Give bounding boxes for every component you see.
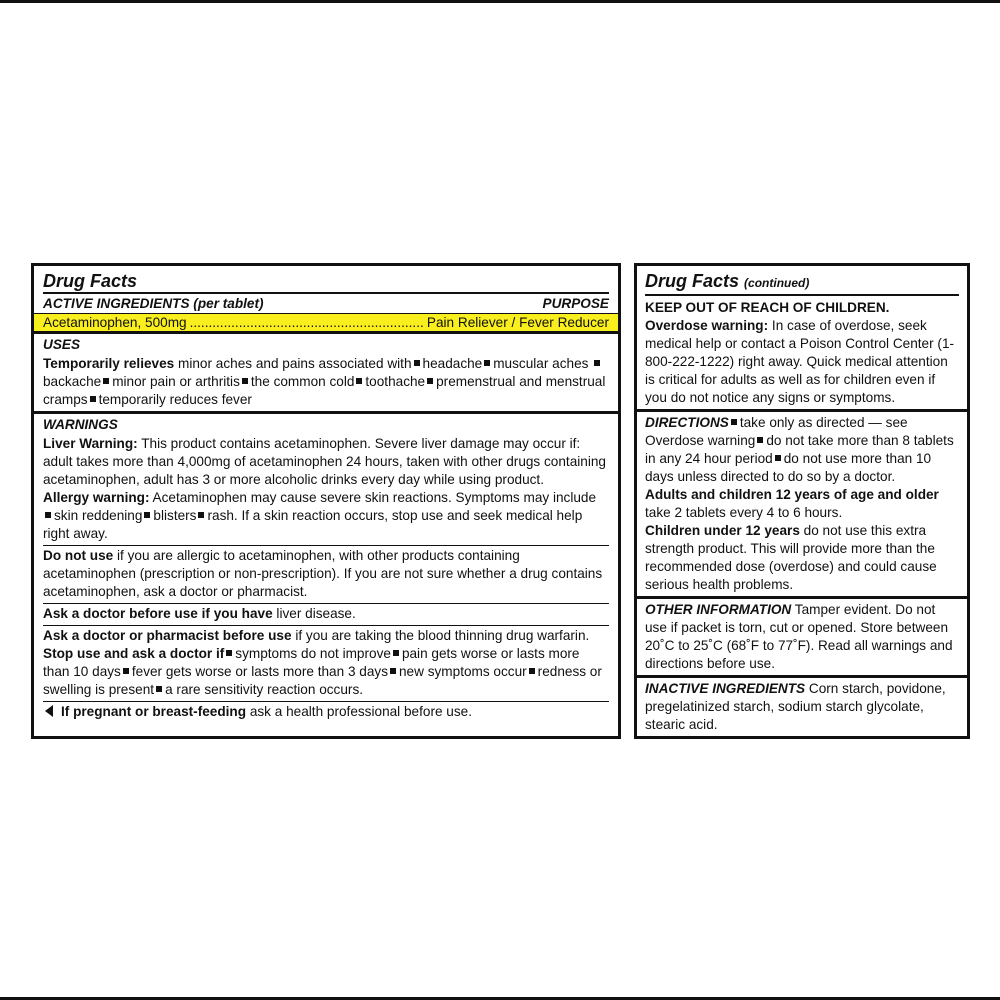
purpose-heading: PURPOSE bbox=[542, 296, 609, 311]
bullet-icon bbox=[757, 437, 763, 443]
allergy-warning-label: Allergy warning: bbox=[43, 490, 150, 505]
stop-item: symptoms do not improve bbox=[235, 646, 391, 661]
inactive-ingredients-heading: INACTIVE INGREDIENTS bbox=[645, 681, 806, 696]
arrow-left-icon bbox=[45, 705, 53, 717]
bullet-icon bbox=[123, 668, 129, 674]
stop-item: redness or swelling is present bbox=[43, 664, 602, 697]
bullet-icon bbox=[144, 512, 150, 518]
bullet-icon bbox=[414, 360, 420, 366]
continued-label: (continued) bbox=[744, 276, 810, 290]
bullet-icon bbox=[198, 512, 204, 518]
use-item: the common cold bbox=[250, 374, 355, 389]
adults-text: take 2 tablets every 4 to 6 hours. bbox=[645, 505, 843, 520]
children-text: do not use this extra strength product. This will provide more than the recommended dose (overdose) and could cause serious health problems. bbox=[645, 523, 937, 592]
adults-heading: Adults and children 12 years of age and older bbox=[645, 487, 939, 502]
bullet-icon bbox=[242, 378, 248, 384]
pregnancy-text: ask a health professional before use. bbox=[246, 704, 472, 719]
dot-leader bbox=[190, 314, 424, 331]
bullet-icon bbox=[529, 668, 535, 674]
pregnancy-warning bbox=[43, 702, 609, 723]
uses-lead: Temporarily relieves bbox=[43, 356, 175, 371]
stop-item: a rare sensitivity reaction occurs. bbox=[165, 682, 364, 697]
drug-facts-continued-panel bbox=[634, 263, 970, 739]
keep-out-heading: KEEP OUT OF REACH OF CHILDREN. bbox=[645, 300, 890, 315]
stop-item: pain gets worse or lasts more than 10 days bbox=[43, 646, 580, 679]
do-not-use bbox=[43, 546, 609, 603]
ask-doctor-label: Ask a doctor before use if you have bbox=[43, 606, 273, 621]
direction-item: do not take more than 8 tablets in any 24 hour period bbox=[645, 433, 954, 466]
bullet-icon bbox=[156, 686, 162, 692]
bullet-icon bbox=[45, 512, 51, 518]
panel-title: Drug Facts bbox=[43, 271, 138, 291]
bullet-icon bbox=[390, 668, 396, 674]
use-item: toothache bbox=[365, 374, 426, 389]
bullet-icon bbox=[393, 650, 399, 656]
use-item: premenstrual and menstrual cramps bbox=[43, 374, 606, 407]
ask-pharmacist-text: if you are taking the blood thinning drug warfarin. bbox=[291, 628, 590, 643]
liver-warning-text: This product contains acetaminophen. Severe liver damage may occur if: adult takes more than 4,000mg of acetaminophen 24 hours, taken with other drugs containing acetaminophen, adult has 3 or more alcoholic drinks every day while using product. bbox=[43, 436, 606, 487]
liver-warning bbox=[43, 434, 609, 489]
bullet-icon bbox=[90, 396, 96, 402]
use-item: minor pain or arthritis bbox=[112, 374, 240, 389]
bullet-icon bbox=[226, 650, 232, 656]
allergy-item: skin reddening bbox=[54, 508, 143, 523]
ask-doctor-text: liver disease. bbox=[272, 606, 356, 621]
active-ingredients-heading: ACTIVE INGREDIENTS (per tablet) bbox=[43, 296, 264, 311]
ask-doctor bbox=[43, 604, 609, 625]
inactive-ingredients-section bbox=[645, 678, 959, 736]
bullet-icon bbox=[427, 378, 433, 384]
top-border bbox=[0, 0, 1000, 3]
do-not-use-text: if you are allergic to acetaminophen, with other products containing acetaminophen (prescription or non-prescription). If you are not sure whether a drug contains acetaminophen, ask a doctor or pharmacist. bbox=[43, 548, 603, 599]
directions-section bbox=[645, 412, 959, 596]
uses-intro: minor aches and pains associated with bbox=[174, 356, 412, 371]
uses-text bbox=[43, 354, 609, 411]
stop-item: fever gets worse or lasts more than 3 days bbox=[131, 664, 388, 679]
use-item: backache bbox=[43, 374, 102, 389]
allergy-warning-text: Acetaminophen may cause severe skin reactions. Symptoms may include bbox=[149, 490, 597, 505]
stop-item: new symptoms occur bbox=[399, 664, 527, 679]
uses-heading: USES bbox=[43, 337, 81, 352]
bullet-icon bbox=[103, 378, 109, 384]
other-information-heading: OTHER INFORMATION bbox=[645, 602, 792, 617]
other-information-section bbox=[645, 599, 959, 675]
do-not-use-label: Do not use bbox=[43, 548, 114, 563]
other-information-text: Tamper evident. Do not use if packet is torn, cut or opened. Store between 20˚C to 25˚C (68˚F to 77˚F). Read all warnings and directions before use. bbox=[645, 602, 953, 671]
panel-title bbox=[645, 266, 959, 294]
direction-item: take only as directed — see Overdose warning bbox=[645, 415, 908, 448]
use-item: headache bbox=[422, 356, 483, 371]
bullet-icon bbox=[775, 455, 781, 461]
overdose-text: In case of overdose, seek medical help or contact a Poison Control Center (1-800-222-1222) right away. Quick medical attention is critical for adults as well as for children even if you do not notice any signs or symptoms. bbox=[645, 318, 955, 405]
drug-facts-panel bbox=[31, 263, 621, 739]
direction-item: do not use more than 10 days unless directed to do so by a doctor. bbox=[645, 451, 932, 484]
allergy-warning bbox=[43, 489, 609, 545]
pregnancy-label: If pregnant or breast-feeding bbox=[61, 704, 247, 719]
ingredient-name: Acetaminophen, 500mg bbox=[43, 315, 187, 330]
overdose-label: Overdose warning: bbox=[645, 318, 769, 333]
panel-title-text: Drug Facts bbox=[645, 271, 740, 291]
bullet-icon bbox=[731, 419, 737, 425]
stop-use-label: Stop use and ask a doctor if bbox=[43, 646, 225, 661]
ask-pharmacist-label: Ask a doctor or pharmacist before use bbox=[43, 628, 292, 643]
children-label: Children under 12 years bbox=[645, 523, 800, 538]
active-ingredient-row bbox=[34, 313, 618, 331]
bullet-icon bbox=[484, 360, 490, 366]
inactive-ingredients-text: Corn starch, povidone, pregelatinized starch, sodium starch glycolate, stearic acid. bbox=[645, 681, 946, 732]
use-item: temporarily reduces fever bbox=[98, 392, 252, 407]
keep-out-section bbox=[645, 296, 959, 409]
allergy-item: rash. If a skin reaction occurs, stop use and seek medical help right away. bbox=[43, 508, 583, 541]
directions-heading: DIRECTIONS bbox=[645, 415, 729, 430]
warnings-heading: WARNINGS bbox=[43, 417, 118, 432]
ingredient-purpose: Pain Reliever / Fever Reducer bbox=[426, 315, 609, 330]
bullet-icon bbox=[594, 360, 600, 366]
bullet-icon bbox=[356, 378, 362, 384]
allergy-item: blisters bbox=[153, 508, 197, 523]
active-ingredients-header bbox=[43, 294, 609, 313]
ask-pharmacist bbox=[43, 626, 609, 645]
stop-use bbox=[43, 645, 609, 701]
liver-warning-label: Liver Warning: bbox=[43, 436, 138, 451]
use-item: muscular aches bbox=[493, 356, 589, 371]
